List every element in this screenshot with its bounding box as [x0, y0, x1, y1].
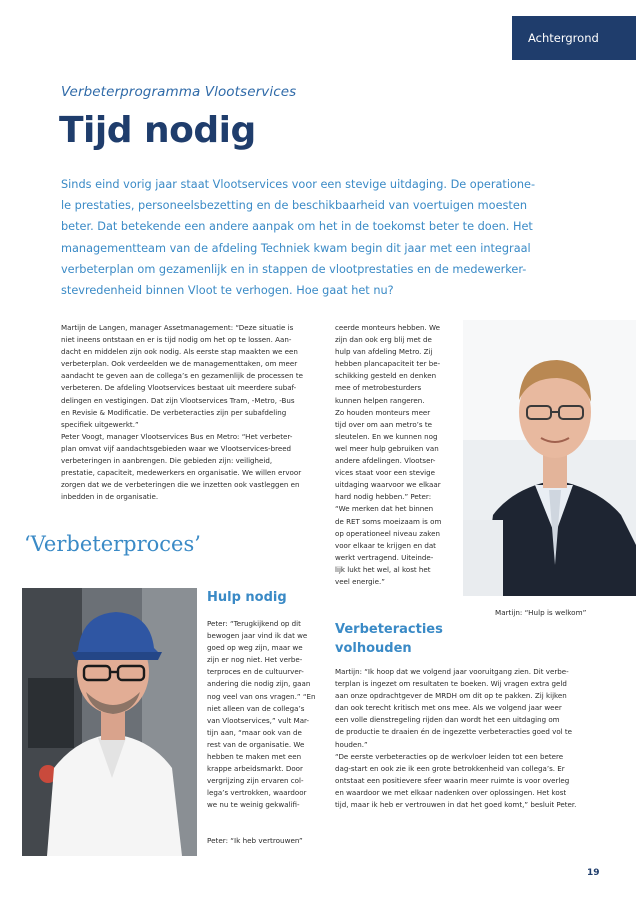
- body-line: Zo houden monteurs meer: [335, 407, 431, 417]
- body-line: van Vlootservices,” vult Mar-: [207, 715, 310, 725]
- intro-line: managementteam van de afdeling Techniek kwam begin dit jaar met een integraal: [61, 241, 531, 255]
- body-line: zorgen dat we de verbeteringen die we inzetten ook vastleggen en: [61, 480, 300, 490]
- body-line: voor elkaar te krijgen en dat: [335, 540, 436, 550]
- peter-portrait-illustration: [22, 588, 197, 856]
- body-line: niet alleen van de collega’s: [207, 703, 305, 713]
- body-line: werkt vertragend. Uiteinde-: [335, 552, 434, 562]
- peter-portrait-photo: [22, 588, 197, 856]
- body-line: hard nodig hebben.” Peter:: [335, 492, 432, 502]
- body-line: terplan is ingezet om resultaten te boeken. Wij vragen extra geld: [335, 679, 567, 689]
- body-line: Peter: “Terugkijkend op dit: [207, 619, 301, 628]
- body-line: andere afdelingen. Vlootser-: [335, 456, 436, 466]
- body-line: “We merken dat het binnen: [335, 504, 434, 514]
- body-column-peter: [207, 618, 325, 812]
- body-line: rest van de organisatie. We: [207, 739, 305, 749]
- body-line: verbeteringen in aanbrengen. Die gebieden zijn: veiligheid,: [61, 456, 273, 466]
- body-line: dag-start en ook zie ik een grote betrokkenheid van collega’s. Er: [335, 763, 565, 773]
- body-column-verbeteracties: [335, 666, 603, 811]
- body-line: de productie te draaien én de ingezette verbeteracties goed vol te: [335, 727, 573, 737]
- body-line: lijk lukt het wel, al kost het: [335, 564, 431, 574]
- body-line: mee of metrobesturders: [335, 383, 422, 393]
- pull-quote: ‘Verbeterproces’: [24, 532, 201, 556]
- body-line: verbeteren. De afdeling Vlootservices bestaat uit meerdere subaf-: [61, 383, 297, 393]
- body-line: wel meer hulp gebruiken van: [335, 443, 439, 453]
- subhead-line: volhouden: [335, 641, 412, 656]
- section-tab-label: Achtergrond: [528, 31, 599, 45]
- body-line: tijd, maar ik heb er vertrouwen in dat het goed komt,” besluit Peter.: [335, 800, 577, 810]
- body-line: krappe arbeidsmarkt. Door: [207, 764, 303, 774]
- body-line: bewogen jaar vind ik dat we: [207, 631, 308, 641]
- martijn-portrait-photo: [463, 320, 636, 596]
- kicker: Verbeterprogramma Vlootservices: [61, 84, 297, 100]
- body-line: hebben te maken met een: [207, 752, 302, 762]
- body-line: Martijn: “Ik hoop dat we volgend jaar vooruitgang zien. Dit verbe-: [335, 667, 569, 676]
- body-line: schikking gesteld en denken: [335, 371, 437, 381]
- body-line: we nu te weinig gekwalifi-: [207, 800, 300, 810]
- body-line: en Revisie & Modificatie. De verbeteracties zijn per subafdeling: [61, 407, 287, 417]
- body-line: delingen en vestigingen. Dat zijn Vlootservices Tram, -Metro, -Bus: [61, 395, 295, 405]
- body-line: aan onze opdrachtgever de MRDH om dit op te pakken. Zij kijken: [335, 691, 567, 701]
- body-line: tijn aan, “maar ook van de: [207, 727, 302, 737]
- martijn-photo-caption: Martijn: “Hulp is welkom”: [495, 608, 587, 617]
- martijn-portrait-illustration: [463, 320, 636, 596]
- intro-line: stevredenheid binnen Vloot te verhogen. Hoe gaat het nu?: [61, 284, 394, 298]
- body-line: tijd over om aan metro’s te: [335, 419, 433, 429]
- body-line: goed op weg zijn, maar we: [207, 643, 303, 653]
- body-line: ontstaat een positievere sfeer waarin meer ruimte is voor overleg: [335, 775, 570, 785]
- body-line: inbedden in de organisatie.: [61, 492, 159, 502]
- body-line: nog veel van ons vragen.” “En: [207, 691, 316, 701]
- body-line: aandacht te geven aan de collega’s en gezamenlijk de processen te: [61, 371, 303, 381]
- body-line: hulp van afdeling Metro. Zij: [335, 347, 433, 357]
- body-line: veel energie.”: [335, 576, 385, 586]
- body-line: de RET soms moeizaam is om: [335, 516, 442, 526]
- intro-line: Sinds eind vorig jaar staat Vlootservices voor een stevige uitdaging. De operatione-: [61, 178, 536, 191]
- body-line: Peter Voogt, manager Vlootservices Bus en Metro: “Het verbeter-: [61, 431, 293, 441]
- subhead-line: Verbeteracties: [335, 622, 443, 637]
- body-line: zijn dan ook erg blij met de: [335, 335, 432, 345]
- subhead-verbeteracties-volhouden: [335, 620, 443, 658]
- body-line: prestatie, capaciteit, medewerkers en organisatie. We willen ervoor: [61, 468, 302, 478]
- section-tab: [512, 16, 636, 60]
- intro-line: verbeterplan om gezamenlijk en in stappen de vlootprestaties en de medewerker-: [61, 262, 527, 276]
- subhead-hulp-nodig: Hulp nodig: [207, 590, 287, 605]
- body-line: “De eerste verbeteracties op de werkvloer leiden tot een betere: [335, 751, 564, 761]
- intro-paragraph: [61, 174, 536, 301]
- body-column-1: [61, 322, 325, 503]
- body-line: specifiek uitgewerkt.”: [61, 419, 139, 429]
- body-line: andering die nodig zijn, gaan: [207, 679, 311, 689]
- body-line: hebben plancapaciteit ter be-: [335, 359, 441, 369]
- article-title: Tijd nodig: [59, 110, 256, 151]
- body-line: ceerde monteurs hebben. We: [335, 323, 440, 332]
- body-line: lega’s vertrokken, waardoor: [207, 788, 307, 798]
- body-column-2: [335, 322, 453, 588]
- body-line: verbeterplan. Ook verdeelden we de managementtaken, om meer: [61, 359, 298, 369]
- body-line: een volle dienstregeling rijden dan wordt het een uitdaging om: [335, 715, 560, 725]
- body-line: op operationeel niveau zaken: [335, 528, 441, 538]
- body-line: sleutelen. En we kunnen nog: [335, 431, 438, 441]
- body-line: Martijn de Langen, manager Assetmanagement: “Deze situatie is: [61, 323, 294, 332]
- intro-line: beter. Dat betekende een andere aanpak om het in de toekomst beter te doen. Het: [61, 220, 533, 234]
- body-line: vergrijzing zijn ervaren col-: [207, 776, 304, 786]
- body-line: zijn er nog niet. Het verbe-: [207, 655, 303, 665]
- intro-line: le prestaties, personeelsbezetting en de beschikbaarheid van voertuigen moesten: [61, 199, 527, 213]
- body-line: plan omvat vijf aandachtsgebieden waar we Vlootservices-breed: [61, 443, 292, 453]
- body-line: uitdaging waarvoor we elkaar: [335, 480, 441, 490]
- body-line: dan ook terecht kritisch met ons mee. Als we volgend jaar weer: [335, 703, 562, 713]
- body-line: en waardoor we met elkaar nadenken over oplossingen. Het kost: [335, 787, 567, 797]
- body-line: terproces en de cultuurver-: [207, 667, 304, 677]
- page-number: 19: [587, 868, 600, 878]
- peter-photo-caption: Peter: “Ik heb vertrouwen”: [207, 836, 303, 845]
- body-line: niet ineens ontstaan en er is tijd nodig om het op te lossen. Aan-: [61, 335, 292, 345]
- body-line: vices staat voor een stevige: [335, 468, 435, 478]
- body-line: houden.”: [335, 739, 368, 749]
- body-line: dacht en middelen zijn ook nodig. Als eerste stap maakten we een: [61, 347, 298, 357]
- body-line: kunnen helpen rangeren.: [335, 395, 425, 405]
